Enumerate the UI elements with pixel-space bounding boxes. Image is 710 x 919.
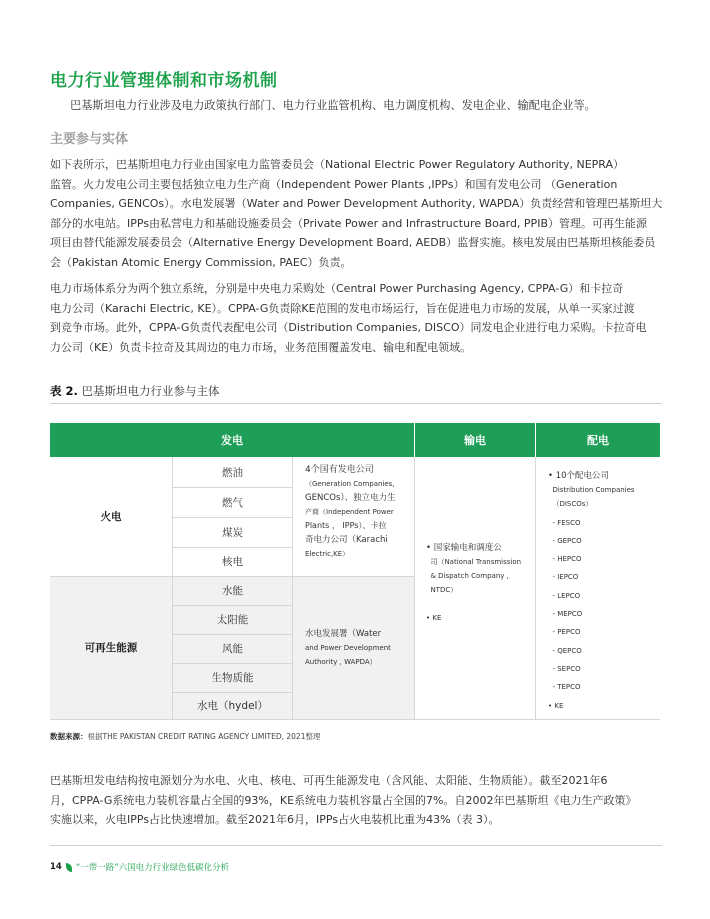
grid-line	[535, 457, 536, 719]
entity-line: GENCOs）、独立电力生	[305, 493, 396, 503]
group-renewable: 可再生能源	[84, 642, 138, 654]
grid-line	[50, 719, 660, 720]
type-cell: 风能	[222, 643, 243, 655]
type-cell: 燃气	[222, 496, 243, 509]
entity-line: Authority , WAPDA）	[305, 658, 377, 666]
distribution-line: - QEPCO	[548, 646, 582, 655]
grid-line	[414, 457, 415, 719]
text-line: 电力公司（Karachi Electric, KE）。CPPA-G负责除KE范围的发电市场运行，旨在促进电力市场的发展，从单一买家过渡	[50, 301, 635, 315]
footer-divider	[50, 845, 662, 846]
grid-line	[173, 547, 292, 548]
text-line: 项目由替代能源发展委员会（Alternative Energy Development Board, AEDB）监督实施。核电发展由巴基斯坦核能委员	[50, 236, 656, 249]
group-thermal: 火电	[100, 511, 122, 523]
transmission-line: • KE	[426, 614, 442, 622]
grid-line	[50, 576, 414, 577]
distribution-line: - PEPCO	[548, 628, 581, 637]
type-cell: 水能	[222, 585, 243, 597]
intro-paragraph: 巴基斯坦电力行业涉及电力政策执行部门、电力行业监管机构、电力调度机构、发电企业、输配电企业等。	[70, 99, 596, 112]
type-cell: 水电（hydel）	[197, 700, 268, 712]
entity-line: Electric,KE）	[305, 550, 350, 558]
text-line: Companies, GENCOs）。水电发展署（Water and Power Development Authority, WAPDA）负责经营和管理巴基斯坦大	[50, 197, 662, 210]
caption-divider	[50, 403, 662, 404]
thermal-entities	[305, 463, 411, 561]
distribution-line: - LEPCO	[548, 591, 581, 600]
entity-line: 奇电力公司（Karachi	[305, 535, 388, 545]
transmission-line: NTDC）	[426, 586, 458, 594]
paragraph-market	[50, 279, 662, 357]
entity-line: 4个国有发电公司	[305, 465, 374, 475]
participants-table	[50, 423, 660, 719]
distribution-line: - FESCO	[548, 518, 581, 527]
text-line: 会（Pakistan Atomic Energy Commission, PAEC）负责。	[50, 255, 352, 269]
paragraph-structure	[50, 771, 662, 830]
table-title: 巴基斯坦电力行业参与主体	[77, 384, 220, 398]
grid-line	[173, 605, 292, 606]
type-cell: 煤炭	[222, 526, 243, 539]
text-line: 电力市场体系分为两个独立系统，分别是中央电力采购处（Central Power Purchasing Agency, CPPA-G）和卡拉奇	[50, 282, 624, 295]
distribution-line: - HEPCO	[548, 555, 582, 564]
table-number: 表 2.	[50, 384, 78, 398]
distribution-line: - TEPCO	[548, 683, 581, 692]
grid-line	[173, 692, 292, 693]
transmission-line: • 国家输电和调度公	[426, 543, 502, 553]
section-heading: 电力行业管理体制和市场机制	[50, 71, 278, 91]
transmission-line: 司（National Transmission	[426, 558, 522, 566]
header-distribution: 配电	[536, 423, 660, 457]
type-cell: 生物质能	[211, 672, 254, 684]
paragraph-participants	[50, 155, 662, 272]
text-line: 实施以来，火电IPPs占比快速增加。截至2021年6月，IPPs占火电装机比重为43%（表 3）。	[50, 813, 500, 826]
grid-line	[173, 517, 292, 518]
type-cell: 太阳能	[216, 614, 249, 626]
entity-line: and Power Development	[305, 644, 391, 652]
text-line: 巴基斯坦发电结构按电源划分为水电、火电、核电、可再生能源发电（含风能、太阳能、生物质能）。截至2021年6	[50, 774, 608, 787]
transmission-line	[426, 597, 534, 607]
page-number: 14	[50, 862, 62, 872]
distribution-line: - SEPCO	[548, 664, 581, 673]
transmission-entities	[426, 541, 534, 625]
distribution-line: • KE	[548, 701, 564, 710]
footer-title: “一带一路”六国电力行业绿色低碳化分析	[75, 863, 230, 873]
source-label: 数据来源：	[50, 732, 88, 741]
renewable-entities	[305, 627, 411, 669]
subsection-heading: 主要参与实体	[50, 132, 129, 147]
text-line: 力公司（KE）负责卡拉奇及其周边的电力市场，业务范围覆盖发电、输电和配电领域。	[50, 340, 472, 354]
distribution-line: - GEPCO	[548, 536, 582, 545]
entity-line: 产商（Independent Power	[305, 508, 394, 516]
type-cell: 核电	[222, 556, 243, 568]
grid-line	[173, 634, 292, 635]
distribution-entities	[548, 467, 658, 715]
header-transmission: 输电	[415, 423, 535, 457]
distribution-line: - IEPCO	[548, 573, 579, 582]
transmission-line: & Dispatch Company ,	[426, 572, 509, 580]
page-footer	[50, 861, 229, 873]
entity-line: （Generation Companies,	[305, 480, 395, 488]
distribution-line: • 10个配电公司	[548, 471, 610, 481]
distribution-line: Distribution Companies	[548, 486, 635, 495]
source-text: 根据THE PAKISTAN CREDIT RATING AGENCY LIMITED, 2021整理	[87, 732, 321, 741]
text-line: 部分的水电站。IPPs由私营电力和基础设施委员会（Private Power and Infrastructure Board, PPIB）管理。可再生能源	[50, 216, 647, 230]
text-line: 如下表所示，巴基斯坦电力行业由国家电力监管委员会（National Electric Power Regulatory Authority, NEPRA）	[50, 158, 625, 171]
type-cell: 燃油	[222, 466, 243, 479]
text-line: 到竞争市场。此外，CPPA-G负责代表配电公司（Distribution Companies, DISCO）同发电企业进行电力采购。卡拉奇电	[50, 321, 647, 334]
distribution-line: - MEPCO	[548, 610, 583, 619]
distribution-line: （DISCOs）	[548, 500, 593, 509]
entity-line: 水电发展署（Water	[305, 629, 382, 639]
grid-line	[173, 487, 292, 488]
leaf-icon	[66, 863, 72, 872]
entity-line: Plants ， IPPs）、卡拉	[305, 521, 387, 530]
table-caption	[50, 383, 220, 399]
grid-line	[173, 663, 292, 664]
text-line: 月，CPPA-G系统电力装机容量占全国的93%，KE系统电力装机容量占全国的7%。自2002年巴基斯坦《电力生产政策》	[50, 793, 637, 807]
text-line: 监管。火力发电公司主要包括独立电力生产商（Independent Power Plants ,IPPs）和国有发电公司 （Generation	[50, 177, 618, 191]
header-generation: 发电	[50, 423, 414, 457]
data-source	[50, 731, 320, 742]
grid-line	[292, 457, 293, 719]
grid-line	[172, 457, 173, 719]
